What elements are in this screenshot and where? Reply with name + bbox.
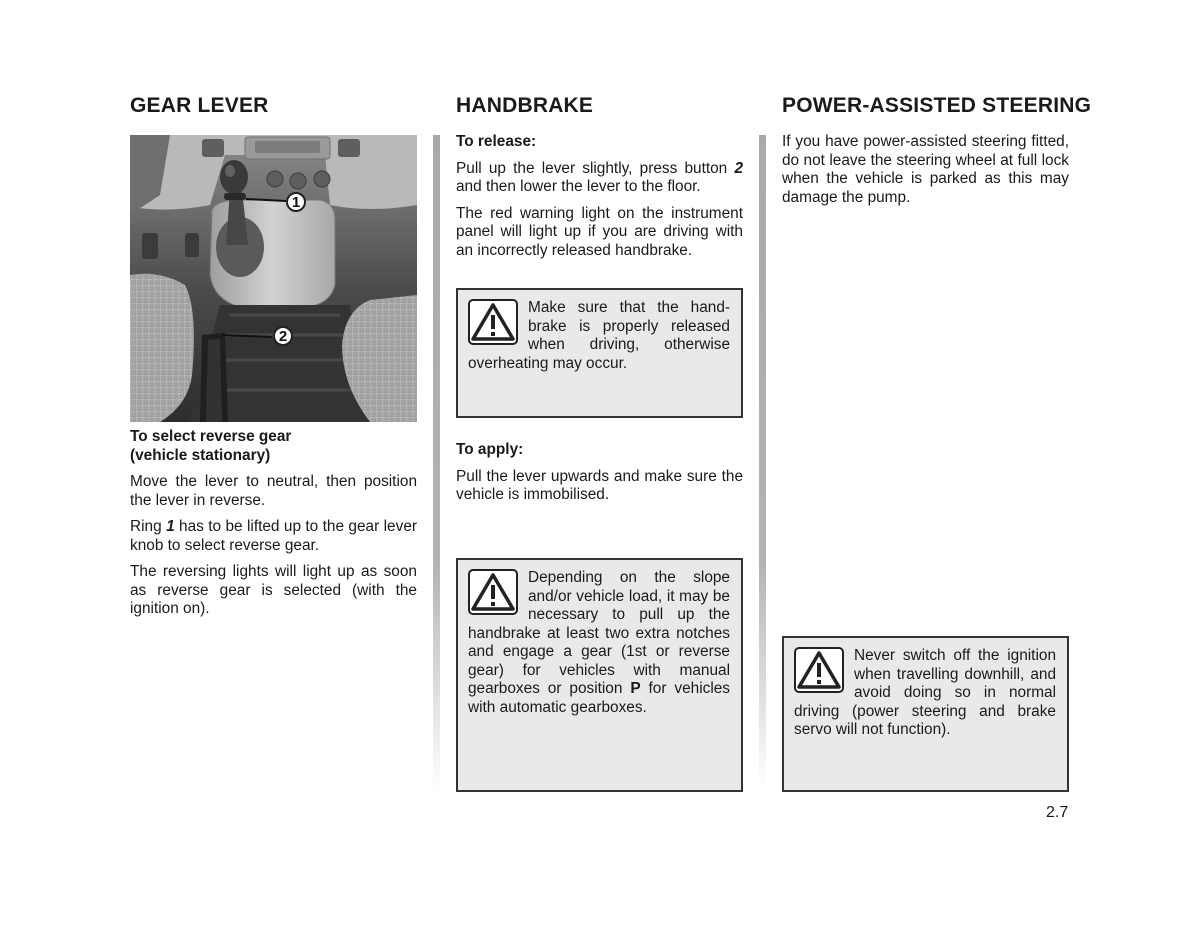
apply-subheading: To apply: bbox=[456, 441, 524, 458]
position-p-reference: P bbox=[630, 680, 641, 697]
callout-2: 2 bbox=[273, 326, 293, 346]
handbrake-warning-box bbox=[456, 288, 743, 418]
gear-lever-p2-text-end: has to be lifted up to the gear lever knob to select reverse gear. bbox=[130, 518, 417, 554]
button-reference: 2 bbox=[734, 159, 743, 177]
handbrake-release-section bbox=[456, 133, 743, 268]
callout-1: 1 bbox=[286, 192, 306, 212]
release-paragraph-1 bbox=[456, 160, 743, 197]
release-p1-text: Pull up the lever slightly, press button bbox=[456, 159, 735, 177]
slope-warning-box bbox=[456, 558, 743, 792]
ignition-warning-text: Never switch off the ignition when travelling downhill, and avoid doing so in normal driving (power steering and brake servo will not function). bbox=[794, 647, 1056, 738]
gear-lever-paragraph-3: The reversing lights will light up as soon as reverse gear is selected (with the ignition on). bbox=[130, 563, 417, 617]
apply-paragraph: Pull the lever upwards and make sure the vehicle is immobilised. bbox=[456, 467, 743, 503]
release-paragraph-2: The red warning light on the instrument panel will light up if you are driving with an incorrectly released handbrake. bbox=[456, 204, 743, 259]
warning-triangle-icon bbox=[468, 299, 518, 345]
ring-reference: 1 bbox=[166, 518, 175, 535]
gear-lever-paragraph-2 bbox=[130, 518, 417, 555]
gear-lever-section bbox=[130, 428, 417, 627]
steering-paragraph: If you have power-assisted steering fitted, do not leave the steering wheel at full lock when the vehicle is parked as this may damage the pump. bbox=[782, 133, 1069, 206]
handbrake-heading: HANDBRAKE bbox=[456, 94, 594, 117]
column-divider-right bbox=[759, 135, 766, 790]
steering-section bbox=[782, 133, 1069, 215]
reverse-gear-subheading-line2: (vehicle stationary) bbox=[130, 446, 271, 464]
vehicle-interior-illustration bbox=[130, 135, 417, 422]
gear-lever-paragraph-1: Move the lever to neutral, then position the lever in reverse. bbox=[130, 473, 417, 509]
gear-lever-heading: GEAR LEVER bbox=[130, 94, 269, 117]
steering-heading: POWER-ASSISTED STEERING bbox=[782, 94, 1092, 117]
gear-lever-photo bbox=[130, 135, 417, 422]
reverse-gear-subheading bbox=[130, 428, 417, 465]
release-p1-text-end: and then lower the lever to the floor. bbox=[456, 178, 701, 195]
release-subheading: To release: bbox=[456, 133, 537, 150]
slope-warning-text-end: for vehicles with automatic gearboxes. bbox=[468, 680, 730, 716]
column-divider-left bbox=[433, 135, 440, 790]
handbrake-warning-text: Make sure that the hand-brake is properly released when driving, otherwise overheating may occur. bbox=[468, 299, 730, 372]
page-number: 2.7 bbox=[1046, 804, 1069, 821]
ignition-warning-box bbox=[782, 636, 1069, 792]
warning-triangle-icon bbox=[468, 569, 518, 615]
warning-triangle-icon bbox=[794, 647, 844, 693]
handbrake-apply-section bbox=[456, 441, 743, 513]
slope-warning-text-start: Depending on the slope and/or vehicle load, it may be necessary to pull up the handbrake at least two extra notches and engage a gear (1st or reverse gear) for vehicles with manual gearboxes or position bbox=[468, 569, 730, 697]
reverse-gear-subheading-line1: To select reverse gear bbox=[130, 428, 292, 445]
gear-lever-p2-text: Ring bbox=[130, 518, 167, 535]
